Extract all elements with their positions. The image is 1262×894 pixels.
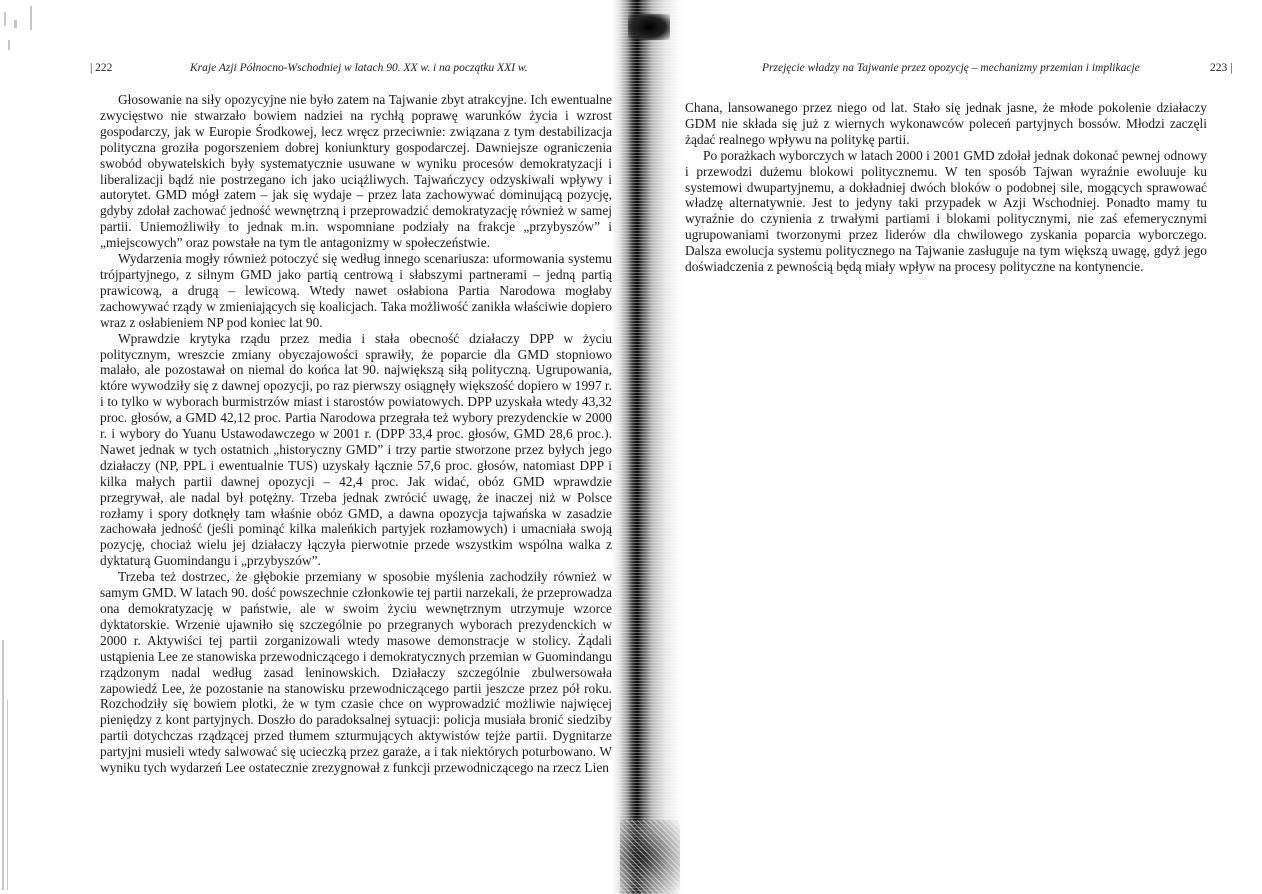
left-running-title: Kraje Azji Północno-Wschodniej w latach 90. XX w. i na początku XXI w. xyxy=(190,62,528,74)
gutter-dark-spot xyxy=(628,14,670,40)
left-page-text xyxy=(100,92,612,872)
paragraph: Wydarzenia mogły również potoczyć się według innego scenariusza: uformowania systemu trójpartyjnego, z silnym GMD jako partią centrową i słabszymi partnerami – jedną partią prawicową, a drugą – lewicową. Wtedy nawet osłabiona Partia Narodowa mogłaby zachowywać rządy w zmieniających się koalicjach. Taka możliwość zanikła właściwie dopiero wraz z osłabieniem NP pod koniec lat 90. xyxy=(100,251,612,330)
paragraph: Głosowanie na siły opozycyjne nie było zatem na Tajwanie zbyt atrakcyjne. Ich ewentualne zwycięstwo nie stwarzało bowiem nadziei na rychłą poprawę warunków życia i wzrost gospodarczy, jak w Europie Środkowej, lecz wręcz przeciwnie: związana z tym destabilizacja polityczna groziła pogorszeniem dobrej koniunktury gospodarczej. Dawniejsze ograniczenia swobód obywatelskich były systematycznie usuwane w wyniku procesów demokratyzacji i liberalizacji bądź nie postrzegano ich jako uciążliwych. Tajwańczycy odzyskiwali wpływy i autorytet. GMD mógł zatem – jak się wydaje – przez lata zachowywać dominującą pozycję, gdyby zdołał zachować jedność wewnętrzną i przeprowadzić demokratyzację również w samej partii. Uniemożliwiły to jednak m.in. wspomniane podziały na frakcje „przybyszów” i „miejscowych” oraz powstałe na tym tle antagonizmy w społeczeństwie. xyxy=(100,92,612,251)
right-running-title: Przejęcie władzy na Tajwanie przez opozycję – mechanizmy przemian i implikacje xyxy=(762,62,1140,74)
paragraph: Wprawdzie krytyka rządu przez media i stała obecność działaczy DPP w życiu politycznym, wreszcie zmiany obyczajowości sprawiły, że poparcie dla GMD stopniowo malało, ale pozostawał on niemal do końca lat 90. największą siłą polityczną. Ugrupowania, które wywodziły się z dawnej opozycji, po raz pierwszy osiągnęły większość dopiero w 1997 r. i to tylko w wyborach burmistrzów miast i starostów powiatowych. DPP uzyskała wtedy 43,32 proc. głosów, a GMD 42,12 proc. Partia Narodowa przegrała też wybory prezydenckie w 2000 r. i wybory do Yuanu Ustawodawczego w 2001 r. (DPP 33,4 proc. głosów, GMD 28,6 proc.). Nawet jednak w tych ostatnich „historyczny GMD” i trzy partie stworzone przez byłych jego działaczy (NP, PPL i ewentualnie TUS) uzyskały łącznie 57,6 proc. głosów, natomiast DPP i kilka małych partii dawnej opozycji – 42,4 proc. Jak widać, obóz GMD wprawdzie przegrywał, ale nadal był potężny. Trzeba jednak zwrócić uwagę, że inaczej niż w Polsce rozłamy i spory dotknęły tam właśnie obóz GMD, a dawna opozycja tajwańska w zasadzie zachowała jedność (jeśli pominąć kilka maleńkich partyjek rozłamowych) i umacniała swoją pozycję, chociaż wielu jej działaczy łączyła pierwotnie przede wszystkim wspólna walka z dyktaturą Guomindangu i „przybyszów”. xyxy=(100,330,612,569)
paragraph: Chana, lansowanego przez niego od lat. Stało się jednak jasne, że młode pokolenie działaczy GDM nie składa się już z wiernych wykonawców poleceń partyjnych bossów. Młodzi zaczęli żądać realnego wpływu na politykę partii. xyxy=(685,100,1207,147)
paragraph: Trzeba też dostrzec, że głębokie przemiany w sposobie myślenia zachodziły również w samym GMD. W latach 90. dość powszechnie członkowie tej partii narzekali, że przeprowadza ona demokratyzację w państwie, ale w swoim życiu wewnętrznym utrzymuje wzorce dyktatorskie. Wrzenie ujawniło się szczególnie po przegranych wyborach prezydenckich w 2000 r. Aktywiści tej partii zorganizowali wtedy masowe demonstracje w stolicy. Żądali ustąpienia Lee ze stanowiska przewodniczącego i demokratycznych przemian w Guomindangu rządzonym nadal według zasad leninowskich. Działaczy szczególnie zbulwersowała zapowiedź Lee, że pozostanie na stanowisku przewodniczącego partii jeszcze przez pół roku. Rozchodziły się bowiem plotki, że w tym czasie chce on wyprowadzić możliwie najwięcej pieniędzy z kont partyjnych. Doszło do paradoksalnej sytuacji: policja musiała bronić siedziby partii dotychczas rządzącej przed tłumem szturmujących aktywistów tejże partii. Dygnitarze partyjni musieli wtedy salwować się ucieczką przez garaże, a i tak niektórych poturbowano. W wyniku tych wydarzeń Lee ostatecznie zrezygnował z funkcji przewodniczącego na rzecz Lien xyxy=(100,569,612,776)
gutter-noise xyxy=(620,820,680,894)
right-page-text xyxy=(685,100,1207,275)
right-page-number: 223 | xyxy=(1210,62,1233,74)
scan-edge-marks xyxy=(0,0,40,894)
book-gutter-shadow xyxy=(612,0,682,894)
left-page-number: | 222 xyxy=(90,62,113,74)
paragraph: Po porażkach wyborczych w latach 2000 i 2001 GMD zdołał jednak dokonać pewnej odnowy i przewodzi dużemu blokowi politycznemu. W ten sposób Tajwan wyraźnie ewoluuje ku systemowi dwupartyjnemu, a dokładniej dwóch bloków o podobnej sile, mogących sprawować władzę alternatywnie. Jest to jedyny taki przypadek w Azji Wschodniej. Ponadto mamy tu wyraźnie do czynienia z trwałymi partiami i blokami politycznymi, nie zaś efemerycznymi ugrupowaniami tworzonymi przez liderów dla chwilowego zyskania poparcia wyborczego. Dalsza ewolucja systemu politycznego na Tajwanie zasługuje na tym większą uwagę, gdyż jego doświadczenia z pewnością będą miały wpływ na procesy polityczne na kontynencie. xyxy=(685,147,1207,275)
